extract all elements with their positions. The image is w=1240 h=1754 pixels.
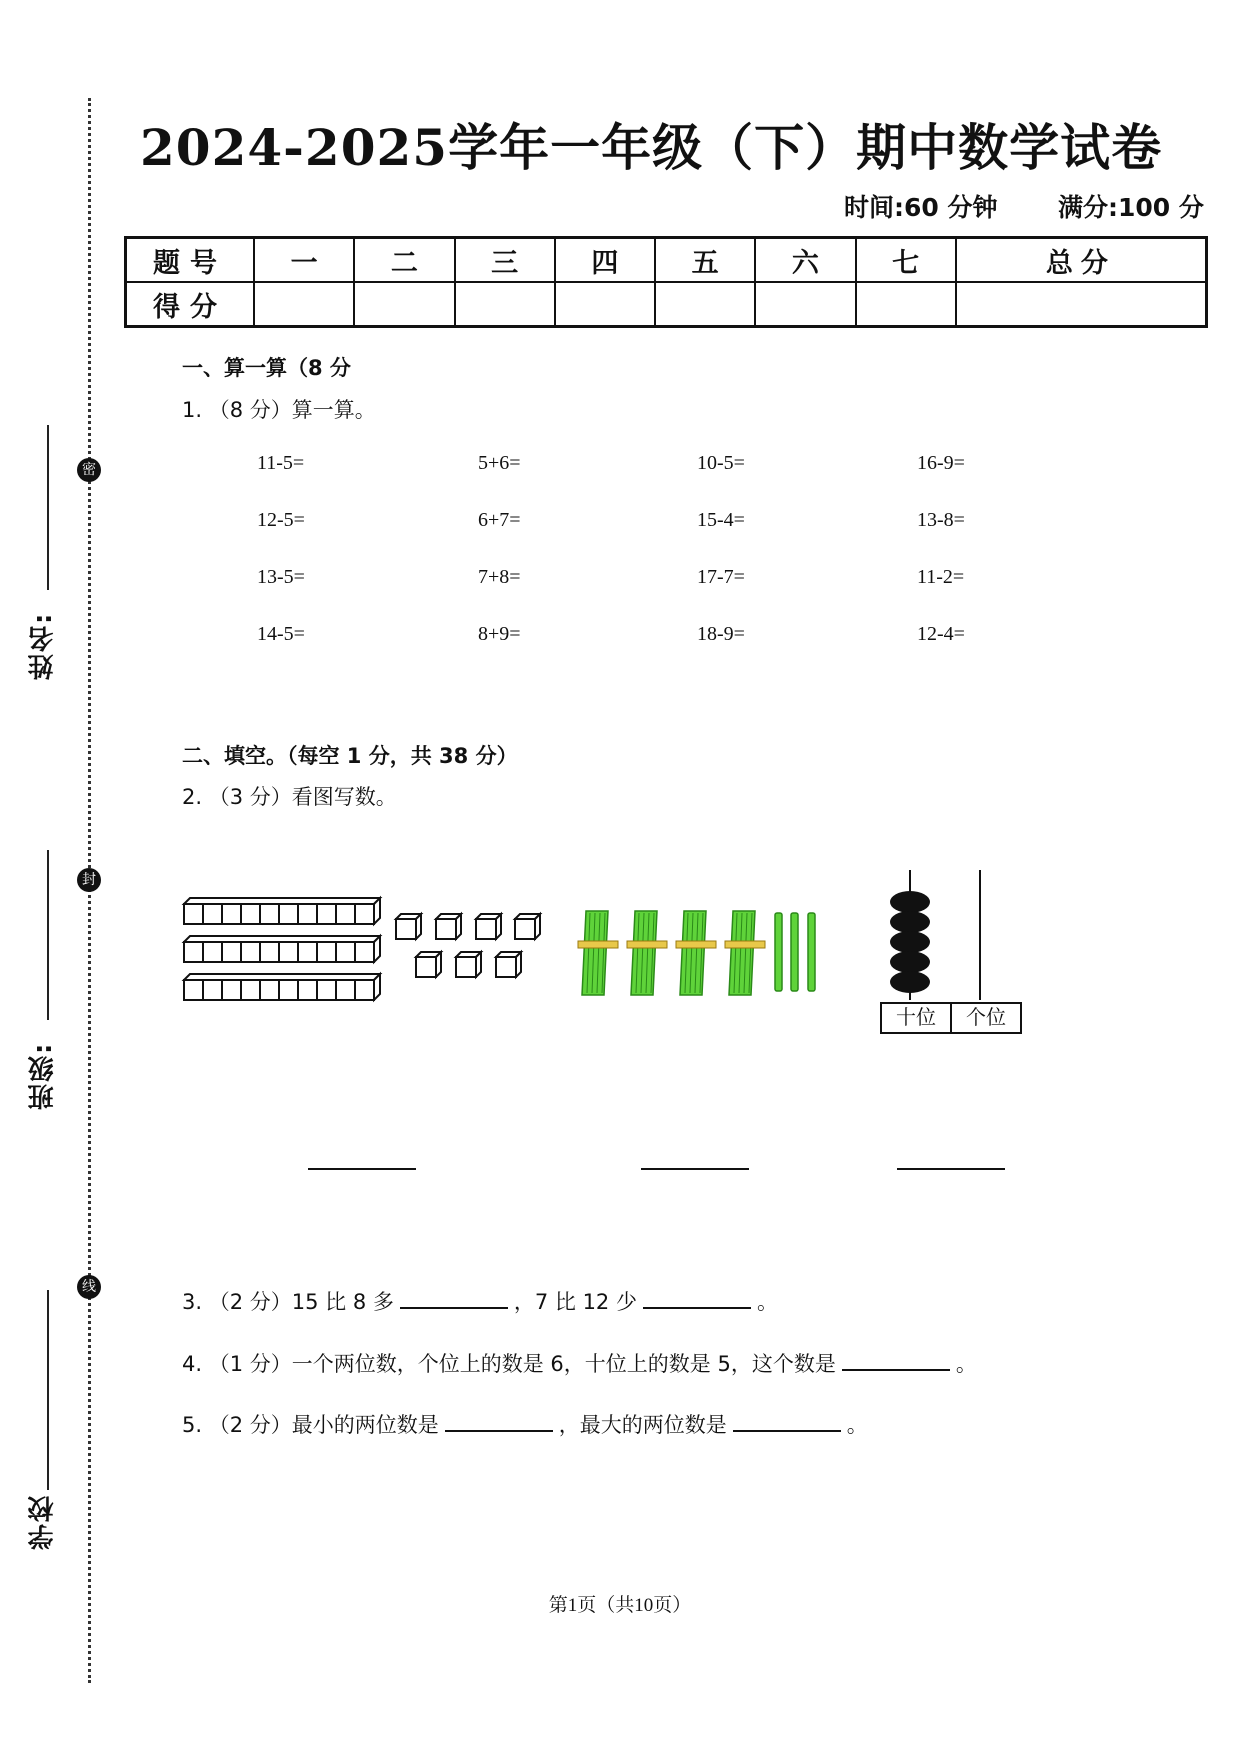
score-col-6: 六 [755, 238, 855, 283]
ten-rod [184, 936, 380, 962]
page-number: 第1页（共10页） [548, 1595, 692, 1616]
question-3-text-a: 3. （2 分）15 比 8 多 [182, 1290, 394, 1314]
ten-rod [184, 974, 380, 1000]
name-label: 姓名: [28, 611, 58, 680]
stick-bundle [627, 911, 667, 995]
section2-heading: 二、填空。（每空 1 分，共 38 分） [182, 744, 518, 768]
score-col-7: 七 [856, 238, 956, 283]
single-stick [775, 913, 782, 991]
score-cell[interactable] [555, 282, 655, 327]
calc-problem: 6+7= [478, 509, 521, 531]
question-4 [182, 1348, 977, 1378]
calc-problem: 11-5= [257, 452, 305, 474]
abacus-tens-label: 十位 [880, 1002, 952, 1034]
question-5-text-b: ，最大的两位数是 [558, 1413, 727, 1437]
score-cell[interactable] [254, 282, 354, 327]
exam-time: 时间:60 分钟 [844, 193, 998, 222]
abacus-bead [890, 891, 930, 913]
class-write-line[interactable] [47, 850, 49, 1020]
single-stick [791, 913, 798, 991]
seal-xian: 线 [77, 1275, 101, 1299]
abacus-bead [890, 951, 930, 973]
calc-problem: 18-9= [697, 623, 745, 645]
single-stick [808, 913, 815, 991]
stick-bundle [578, 911, 618, 995]
abacus-figure [880, 868, 1030, 1003]
score-col-total: 总分 [956, 238, 1207, 283]
abacus-ones-label: 个位 [950, 1002, 1022, 1034]
unit-cube [456, 952, 481, 977]
calc-problem: 8+9= [478, 623, 521, 645]
abacus-bead [890, 971, 930, 993]
score-col-5: 五 [655, 238, 755, 283]
unit-cube [496, 952, 521, 977]
unit-cube [416, 952, 441, 977]
class-label: 班级: [28, 1041, 58, 1110]
answer-blank[interactable] [445, 1428, 553, 1432]
seal-mi: 密 [77, 458, 101, 482]
stick-bundle [676, 911, 716, 995]
unit-cube [476, 914, 501, 939]
calc-problem: 12-4= [917, 623, 965, 645]
score-col-1: 一 [254, 238, 354, 283]
question-3 [182, 1286, 778, 1316]
score-cell[interactable] [655, 282, 755, 327]
calc-problem: 5+6= [478, 452, 521, 474]
score-cell[interactable] [354, 282, 454, 327]
answer-blank[interactable] [641, 1168, 749, 1170]
question-1: 1. （8 分）算一算。 [182, 398, 376, 422]
abacus-bead [890, 911, 930, 933]
answer-blank[interactable] [897, 1168, 1005, 1170]
answer-blank[interactable] [733, 1428, 841, 1432]
unit-cube [396, 914, 421, 939]
answer-blank[interactable] [842, 1367, 950, 1371]
section1-heading: 一、算一算（8 分 [182, 356, 351, 380]
calc-problem: 13-5= [257, 566, 305, 588]
answer-blank[interactable] [400, 1305, 508, 1309]
calc-problem: 10-5= [697, 452, 745, 474]
unit-cube [436, 914, 461, 939]
question-5-text-a: 5. （2 分）最小的两位数是 [182, 1413, 439, 1437]
stick-bundle [725, 911, 765, 995]
question-5 [182, 1409, 868, 1439]
score-cell[interactable] [956, 282, 1207, 327]
score-table [124, 236, 1208, 328]
ten-rod [184, 898, 380, 924]
answer-blank[interactable] [308, 1168, 416, 1170]
score-col-3: 三 [455, 238, 555, 283]
calc-problem: 15-4= [697, 509, 745, 531]
exam-full-score: 满分:100 分 [1058, 193, 1204, 222]
score-cell[interactable] [755, 282, 855, 327]
calc-problem: 13-8= [917, 509, 965, 531]
base-ten-blocks-figure [180, 890, 550, 1015]
seal-feng: 封 [77, 868, 101, 892]
name-write-line[interactable] [47, 425, 49, 590]
score-table-header-row [126, 238, 1207, 283]
stick-bundles-figure [572, 905, 842, 1005]
school-label: 学校 [28, 1494, 58, 1550]
score-table-score-row [126, 282, 1207, 327]
exam-title: 2024-2025学年一年级（下）期中数学试卷 [140, 118, 1163, 177]
unit-cube [515, 914, 540, 939]
calc-problem: 17-7= [697, 566, 745, 588]
calc-problem: 16-9= [917, 452, 965, 474]
question-2: 2. （3 分）看图写数。 [182, 785, 397, 809]
calc-problem: 11-2= [917, 566, 965, 588]
abacus-bead [890, 931, 930, 953]
score-table-row2-label: 得分 [126, 282, 255, 327]
score-col-2: 二 [354, 238, 454, 283]
score-table-row1-label: 题号 [126, 238, 255, 283]
question-3-text-b: ，7 比 12 少 [513, 1290, 637, 1314]
question-3-text-c: 。 [756, 1290, 778, 1314]
score-cell[interactable] [856, 282, 956, 327]
question-4-text-b: 。 [955, 1352, 977, 1376]
calc-problem: 7+8= [478, 566, 521, 588]
score-cell[interactable] [455, 282, 555, 327]
calc-problem: 12-5= [257, 509, 305, 531]
school-write-line[interactable] [47, 1290, 49, 1490]
score-col-4: 四 [555, 238, 655, 283]
question-5-text-c: 。 [846, 1413, 868, 1437]
answer-blank[interactable] [643, 1305, 751, 1309]
calc-problem: 14-5= [257, 623, 305, 645]
question-4-text-a: 4. （1 分）一个两位数，个位上的数是 6，十位上的数是 5，这个数是 [182, 1352, 836, 1376]
